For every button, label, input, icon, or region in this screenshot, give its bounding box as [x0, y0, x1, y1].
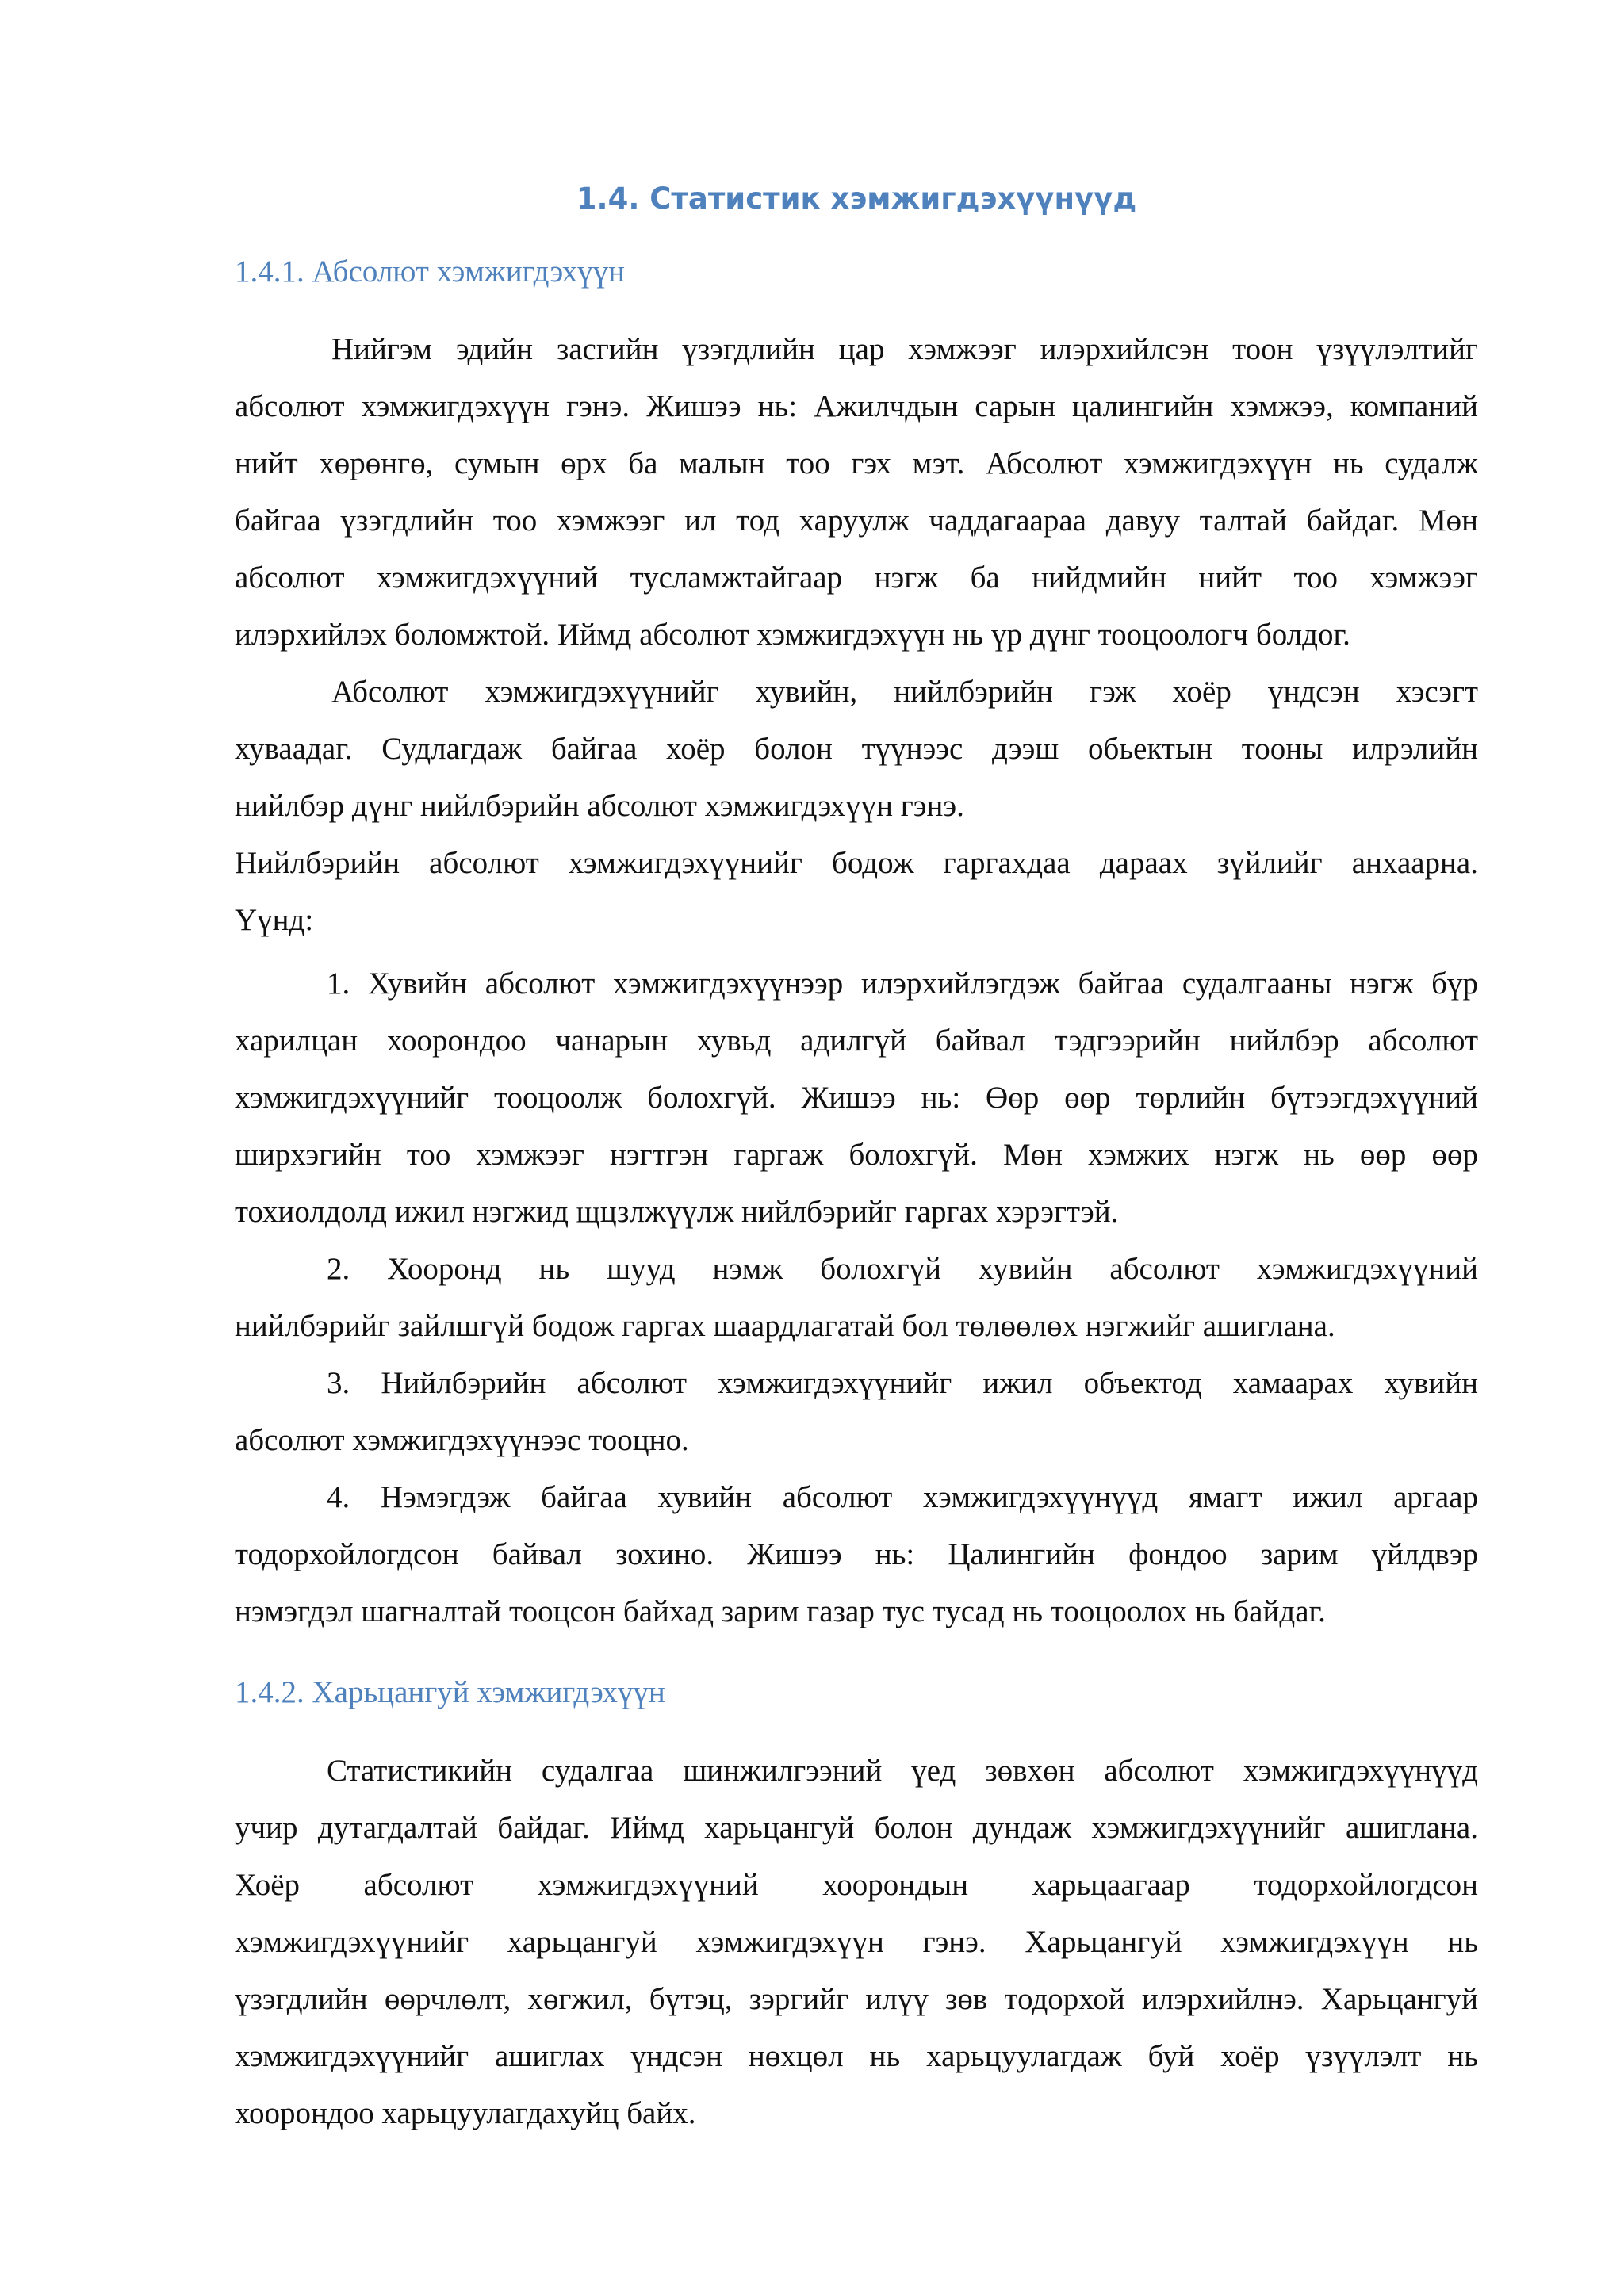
text-line: Статистикийн судалгаа шинжилгээний үед зөвхөн абсолют хэмжигдэхүүнүүд	[327, 1754, 1478, 1788]
list-item-3	[235, 1355, 1478, 1469]
text-line: абсолют хэмжигдэхүүний тусламжтайгаар нэгж ба нийдмийн нийт тоо хэмжээг	[235, 561, 1478, 595]
page-title: 1.4. Статистик хэмжигдэхүүнүүд	[576, 182, 1137, 216]
list-item-1	[235, 955, 1478, 1241]
text-line: хоорондоо харьцуулагдахуйц байх.	[235, 2096, 696, 2130]
paragraph-3	[235, 835, 1478, 949]
text-line: нэмэгдэл шагналтай тооцсон байхад зарим газар тус тусад нь тооцоолох нь байдаг.	[235, 1594, 1326, 1628]
text-line: харилцан хоорондоо чанарын хувьд адилгүй байвал тэдгээрийн нийлбэр абсолют	[235, 1024, 1478, 1058]
text-line: 1. Хувийн абсолют хэмжигдэхүүнээр илэрхийлэгдэж байгаа судалгааны нэгж бүр	[327, 966, 1478, 1001]
text-line: абсолют хэмжигдэхүүн гэнэ. Жишээ нь: Ажилчдын сарын цалингийн хэмжээ, компаний	[235, 389, 1478, 423]
text-line: үзэгдлийн өөрчлөлт, хөгжил, бүтэц, зэргийг илүү зөв тодорхой илэрхийлнэ. Харьцангуй	[235, 1982, 1478, 2016]
paragraph-2	[235, 664, 1478, 835]
text-line: учир дутагдалтай байдаг. Иймд харьцангуй болон дундаж хэмжигдэхүүнийг ашиглана.	[235, 1811, 1478, 1845]
text-line: 2. Хооронд нь шууд нэмж болохгүй хувийн абсолют хэмжигдэхүүний	[327, 1252, 1478, 1286]
text-line: ширхэгийн тоо хэмжээг нэгтгэн гаргаж болохгүй. Мөн хэмжих нэгж нь өөр өөр	[235, 1138, 1478, 1172]
paragraph-1	[235, 321, 1478, 664]
text-line: Үүнд:	[235, 903, 314, 937]
text-line: Абсолют хэмжигдэхүүнийг хувийн, нийлбэрийн гэж хоёр үндсэн хэсэгт	[331, 675, 1478, 709]
text-line: Хоёр абсолют хэмжигдэхүүний хоорондын харьцаагаар тодорхойлогдсон	[235, 1868, 1478, 1902]
text-line: хэмжигдэхүүнийг ашиглах үндсэн нөхцөл нь харьцуулагдаж буй хоёр үзүүлэлт нь	[235, 2039, 1478, 2073]
text-line: нийлбэрийг зайлшгүй бодож гаргах шаардлагатай бол төлөөлөх нэгжийг ашиглана.	[235, 1309, 1335, 1343]
text-line: Нийлбэрийн абсолют хэмжигдэхүүнийг бодож гаргахдаа дараах зүйлийг анхаарна.	[235, 846, 1478, 880]
text-line: абсолют хэмжигдэхүүнээс тооцно.	[235, 1423, 689, 1457]
text-line: хуваадаг. Судлагдаж байгаа хоёр болон түүнээс дээш обьектын тооны илрэлийн	[235, 732, 1478, 766]
text-line: хэмжигдэхүүнийг харьцангуй хэмжигдэхүүн гэнэ. Харьцангуй хэмжигдэхүүн нь	[235, 1925, 1478, 1959]
text-line: байгаа үзэгдлийн тоо хэмжээг ил тод харуулж чаддагаараа давуу талтай байдаг. Мөн	[235, 503, 1478, 538]
section-heading-relative: 1.4.2. Харьцангуй хэмжигдэхүүн	[235, 1675, 665, 1709]
list-item-2	[235, 1241, 1478, 1355]
text-line: илэрхийлэх боломжтой. Иймд абсолют хэмжигдэхүүн нь үр дүнг тооцоологч болдог.	[235, 618, 1350, 652]
text-line: нийт хөрөнгө, сумын өрх ба малын тоо гэх мэт. Абсолют хэмжигдэхүүн нь судалж	[235, 446, 1478, 480]
text-line: 3. Нийлбэрийн абсолют хэмжигдэхүүнийг ижил объектод хамаарах хувийн	[327, 1366, 1478, 1400]
paragraph-relative	[235, 1743, 1478, 2142]
text-line: тохиолдолд ижил нэгжид щцзлжүүлж нийлбэрийг гаргах хэрэгтэй.	[235, 1195, 1119, 1229]
text-line: Нийгэм эдийн засгийн үзэгдлийн цар хэмжээг илэрхийлсэн тоон үзүүлэлтийг	[331, 332, 1478, 366]
section-heading-absolute: 1.4.1. Абсолют хэмжигдэхүүн	[235, 254, 626, 289]
text-line: хэмжигдэхүүнийг тооцоолж болохгүй. Жишээ нь: Өөр өөр төрлийн бүтээгдэхүүний	[235, 1081, 1478, 1115]
text-line: тодорхойлогдсон байвал зохино. Жишээ нь: Цалингийн фондоо зарим үйлдвэр	[235, 1537, 1478, 1571]
text-line: нийлбэр дүнг нийлбэрийн абсолют хэмжигдэхүүн гэнэ.	[235, 789, 964, 823]
list-item-4	[235, 1469, 1478, 1640]
text-line: 4. Нэмэгдэж байгаа хувийн абсолют хэмжигдэхүүнүүд ямагт ижил аргаар	[327, 1480, 1478, 1514]
